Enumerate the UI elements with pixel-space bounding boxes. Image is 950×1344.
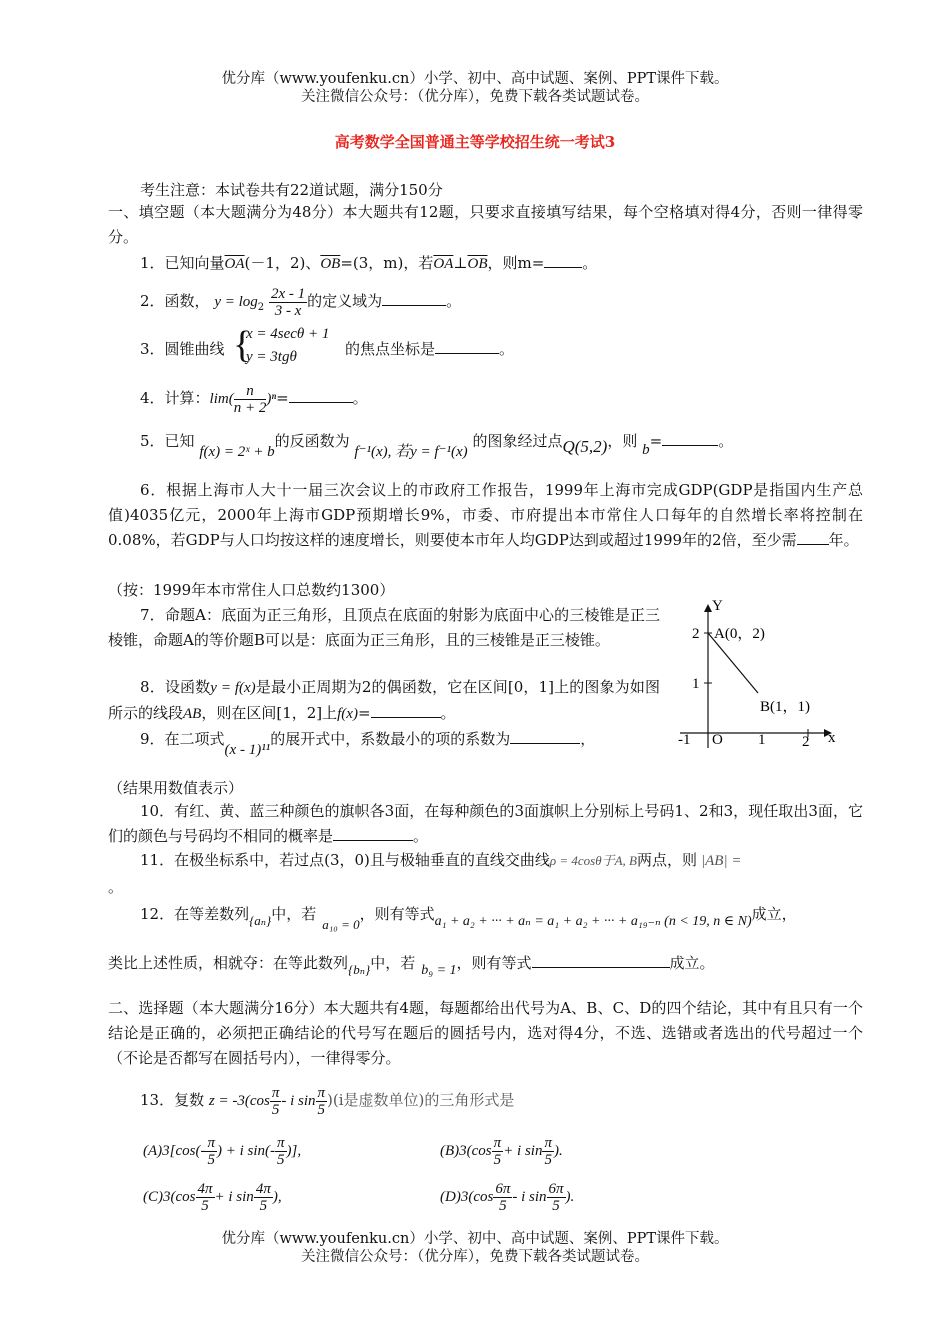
sequence-bn: {bₙ} <box>348 962 371 977</box>
a-den-2: 5 <box>277 1151 285 1168</box>
option-d-part-2: - i sin <box>512 1189 547 1205</box>
q1-text-e: ，则m= <box>487 254 545 272</box>
header-line-2: 关注微信公众号：（优分库），免费下载各类试题试卷。 <box>301 89 649 105</box>
option-c-part-3: ), <box>272 1189 282 1205</box>
function-f: f(x) = 2ˣ + b <box>199 444 275 460</box>
q4-text-a: 4．计算： <box>140 389 210 407</box>
fraction-numerator: 2x - 1 <box>270 285 306 302</box>
q12-text-a: 12．在等差数列 <box>140 905 250 923</box>
tick-label-x1: 1 <box>758 732 766 748</box>
vector-oa: $\overline{OA}$ <box>224 256 245 272</box>
a-num-2: π <box>277 1134 285 1151</box>
polar-curve: ρ = 4cosθ于A, B <box>549 853 637 868</box>
option-c-part-2: + i sin <box>214 1189 254 1205</box>
q12-text-c: ，则有等式 <box>359 905 435 923</box>
exam-notice: 考生注意：本试卷共有22道试题，满分150分 <box>140 181 443 199</box>
b-num-1: π <box>493 1134 502 1151</box>
point-q: Q(5,2) <box>562 437 608 456</box>
sequence-equation: a₁ + a₂ + ··· + aₙ = a₁ + a₂ + ··· + a₁₉₋ₙ (n < 19, n ∈ N) <box>434 914 752 929</box>
q2-text-c: 。 <box>446 292 462 310</box>
answer-blank-9[interactable] <box>510 728 580 744</box>
d-den-2: 5 <box>552 1197 560 1214</box>
q6-text: 6．根据上海市人大十一届三次会议上的市政府工作报告，1999年上海市完成GDP(GDP是指国内生产总值)4035亿元，2000年上海市GDP预期增长9%，市委、市府提出本市常住人口每年的自然增长率将控制在0.08%，若GDP与人口均按这样的速度增长，则要使本市年人均GDP达到或超过1999年的2倍，至少需 <box>108 481 863 549</box>
question-1 <box>140 252 597 273</box>
fraction-pi-5 <box>270 1085 282 1118</box>
q2-text-b: 的定义域为 <box>307 292 383 310</box>
answer-blank-4[interactable] <box>289 387 353 403</box>
header-line-1: 优分库（www.youfenku.cn）小学、初中、高中试题、案例、PPT课件下载。 <box>221 71 729 87</box>
question-12 <box>140 903 797 932</box>
option-b-frac-2 <box>542 1135 554 1168</box>
option-a[interactable] <box>143 1130 301 1170</box>
q9-text-b: 的展开式中，系数最小的项的系数为 <box>270 730 511 748</box>
origin-label: O <box>712 732 723 748</box>
option-a-frac-1 <box>205 1135 217 1168</box>
a-num-1: π <box>207 1134 215 1151</box>
section-2-intro: 二、选择题（本大题满分16分）本大题共有4题，每题都给出代号为A、B、C、D的四个结论，其中有且只有一个结论是正确的，必须把正确结论的代号写在题后的圆括号内，选对得4分，不选、选错或者选出的代号超过一个（不论是否都写在圆括号内），一律得零分。 <box>108 999 863 1067</box>
b-den-1: 5 <box>493 1151 502 1168</box>
q12-text-d: 成立， <box>751 905 797 923</box>
q1-text-c: =(3，m)，若 <box>340 254 434 272</box>
option-a-part-1: (A)3[cos(- <box>143 1143 206 1159</box>
c-den-1: 5 <box>201 1197 209 1214</box>
condition-b9: b₉ = 1 <box>421 963 457 978</box>
point-a-label: A(0，2) <box>714 626 765 642</box>
q1-text-b: (－1，2)、 <box>244 254 321 272</box>
limit-fraction <box>234 383 267 416</box>
q8-text-c: ，则在区间[1，2]上 <box>201 704 338 722</box>
option-d[interactable] <box>440 1176 574 1216</box>
answer-blank-10[interactable] <box>333 825 413 841</box>
q6-tail: 年。 <box>828 531 859 549</box>
tick-label-y2: 2 <box>692 626 700 642</box>
q9-text-c: ， <box>580 730 596 748</box>
segment-ab-line <box>708 633 758 693</box>
q5-text-c: 的图象经过点 <box>472 432 563 450</box>
option-b-frac-1 <box>492 1135 504 1168</box>
option-c[interactable] <box>143 1176 282 1216</box>
option-a-frac-2 <box>275 1135 287 1168</box>
answer-blank-12[interactable] <box>532 952 670 968</box>
q13-text-a: 13．复数 <box>140 1091 205 1109</box>
q5-text-d: ，则 <box>607 432 638 450</box>
answer-blank-3[interactable] <box>435 338 499 354</box>
q12-text-b: 中，若 <box>271 905 317 923</box>
tick-label-y1: 1 <box>692 676 700 692</box>
function-y: y = f(x) <box>210 680 256 696</box>
question-13 <box>140 1080 514 1120</box>
q8-text-d: = <box>357 704 371 722</box>
q8-text-b: 是最小正周期为2的偶函数，它在区间[0，1]上的图象为如图所示的线段 <box>108 678 660 722</box>
option-c-frac-2 <box>254 1181 273 1214</box>
segment-ab: AB <box>183 706 202 722</box>
binomial-expression: (x - 1)¹¹ <box>224 742 271 758</box>
q8-text-e: 。 <box>440 704 456 722</box>
param-eq-x: x = 4secθ + 1 <box>246 326 330 342</box>
question-6 <box>108 478 863 553</box>
y-axis-label: Y <box>712 598 723 614</box>
q13-tail: )(i是虚数单位)的三角形式是 <box>327 1091 515 1109</box>
answer-blank-8[interactable] <box>371 702 441 718</box>
q6-note: （按：1999年本市常住人口总数约1300） <box>108 581 395 599</box>
den-5: 5 <box>271 1101 280 1118</box>
section-1-intro: 一、填空题（本大题满分为48分）本大题共有12题，只要求直接填写结果，每个空格填对得4分，否则一律得零分。 <box>108 203 863 246</box>
option-d-frac-1 <box>493 1181 512 1214</box>
function-fx: f(x) <box>337 706 358 722</box>
q11-tail: 。 <box>108 878 124 896</box>
option-d-part-3: ). <box>565 1189 575 1205</box>
q5-text-e: = <box>649 432 663 450</box>
q12-text-f: 中，若 <box>370 954 416 972</box>
q4-text-c: 。 <box>352 389 368 407</box>
c-num-2: 4π <box>255 1180 271 1197</box>
log-base: 2 <box>257 302 265 313</box>
question-5 <box>140 430 734 460</box>
q3-text-b: 的焦点坐标是 <box>345 340 436 358</box>
answer-blank-5[interactable] <box>662 430 718 446</box>
q9-text-a: 9．在二项式 <box>140 730 225 748</box>
log-fraction <box>269 286 307 319</box>
minus-isin: - i sin <box>281 1093 316 1109</box>
question-11 <box>140 849 741 870</box>
c-den-2: 5 <box>259 1197 268 1214</box>
tick-label-neg1: -1 <box>678 732 691 748</box>
y-axis-arrow <box>704 604 712 612</box>
page-title: 高考数学全国普通主等学校招生统一考试3 <box>334 133 616 151</box>
q8-text-a: 8．设函数 <box>140 678 211 696</box>
condition-a10: a₁₀ = 0 <box>322 917 360 932</box>
q5-text-g: 。 <box>718 432 734 450</box>
option-a-part-2: ) + i sin(- <box>217 1143 276 1159</box>
q11-text-b: 两点，则 <box>637 851 698 869</box>
option-c-part-1: (C)3(cos <box>143 1189 196 1205</box>
sequence-an: {aₙ} <box>249 913 272 928</box>
question-10 <box>108 799 863 849</box>
complex-z: z = -3(cos <box>208 1093 270 1109</box>
q5-text-b: 的反函数为 <box>274 432 350 450</box>
option-a-part-3: )], <box>286 1143 302 1159</box>
d-num-2: 6π <box>548 1180 564 1197</box>
fraction-pi-5-b <box>316 1085 328 1118</box>
option-d-part-1: (D)3(cos <box>440 1189 494 1205</box>
vector-ob: $\overline{OB}$ <box>320 256 341 272</box>
question-9 <box>140 728 596 758</box>
question-12-line-2 <box>108 952 715 978</box>
fraction-denominator: 3 - x <box>274 302 302 319</box>
q12-text-g: ，则有等式 <box>456 954 532 972</box>
question-8 <box>108 675 660 727</box>
answer-blank-6[interactable] <box>797 529 829 545</box>
limit-numerator: n <box>234 383 267 400</box>
option-b-part-2: + i sin <box>503 1143 543 1159</box>
vector-oa-2: $\overline{OA}$ <box>433 256 454 272</box>
q10-text: 10．有红、黄、蓝三种颜色的旗帜各3面，在每种颜色的3面旗帜上分别标上号码1、2和3，现任取出3面，它们的颜色与号码均不相同的概率是 <box>108 802 863 845</box>
variable-b: b <box>642 442 650 458</box>
inverse-function: f⁻¹(x), 若y = f⁻¹(x) <box>354 444 468 460</box>
q9-note: （结果用数值表示） <box>108 779 244 797</box>
limit-expression: lim( <box>209 391 234 407</box>
footer-line-1: 优分库（www.youfenku.cn）小学、初中、高中试题、案例、PPT课件下载。 <box>221 1231 729 1247</box>
tick-label-x2: 2 <box>802 734 810 750</box>
q10-tail: 。 <box>413 827 429 845</box>
option-b-part-1: (B)3(cos <box>440 1143 492 1159</box>
log-expression: y = log <box>214 294 258 310</box>
b-den-2: 5 <box>544 1151 552 1168</box>
answer-blank-1[interactable] <box>544 252 582 268</box>
option-d-frac-2 <box>547 1181 566 1214</box>
b-num-2: π <box>544 1134 552 1151</box>
x-axis-label: x <box>828 730 836 746</box>
segment-graph <box>672 596 847 756</box>
footer-line-2: 关注微信公众号：（优分库），免费下载各类试题试卷。 <box>301 1249 649 1265</box>
q12-text-h: 成立。 <box>669 954 715 972</box>
option-b[interactable] <box>440 1130 563 1170</box>
q5-text-a: 5．已知 <box>140 432 195 450</box>
q11-text-a: 11．在极坐标系中，若过点(3，0)且与极轴垂直的直线交曲线 <box>140 851 550 869</box>
num-pi: π <box>271 1084 280 1101</box>
den-5-b: 5 <box>317 1101 326 1118</box>
num-pi-b: π <box>317 1084 326 1101</box>
question-2 <box>140 281 461 321</box>
d-den-1: 5 <box>499 1197 507 1214</box>
c-num-1: 4π <box>197 1180 213 1197</box>
q4-text-b: = <box>276 389 289 407</box>
vector-ob-2: $\overline{OB}$ <box>467 256 488 272</box>
option-c-frac-1 <box>196 1181 215 1214</box>
perp-symbol: ⊥ <box>453 254 468 272</box>
question-7: 7．命题A：底面为正三角形，且顶点在底面的射影为底面中心的三棱锥是正三棱锥，命题A的等价题B可以是：底面为正三角形，且的三棱锥是正三棱锥。 <box>108 606 660 649</box>
brace-symbol: { <box>233 324 252 366</box>
q1-text-a: 1．已知向量 <box>140 254 225 272</box>
limit-denominator: n + 2 <box>233 399 267 416</box>
q3-text-c: 。 <box>499 340 515 358</box>
point-b-label: B(1，1) <box>760 699 810 715</box>
question-4 <box>140 378 368 418</box>
q3-tail <box>345 338 514 359</box>
limit-power: )ⁿ <box>266 391 277 407</box>
param-eq-y: y = 3tgθ <box>246 349 297 365</box>
q12-text-e: 类比上述性质，相就夺：在等此数列 <box>108 954 349 972</box>
d-num-1: 6π <box>495 1180 511 1197</box>
q1-text-f: 。 <box>582 254 598 272</box>
answer-blank-2[interactable] <box>382 290 446 306</box>
a-den-1: 5 <box>207 1151 215 1168</box>
q2-text-a: 2．函数， <box>140 292 210 310</box>
option-b-part-3: ). <box>553 1143 563 1159</box>
q3-text-a: 3．圆锥曲线 <box>140 340 225 358</box>
distance-ab: |AB| = <box>701 853 742 869</box>
